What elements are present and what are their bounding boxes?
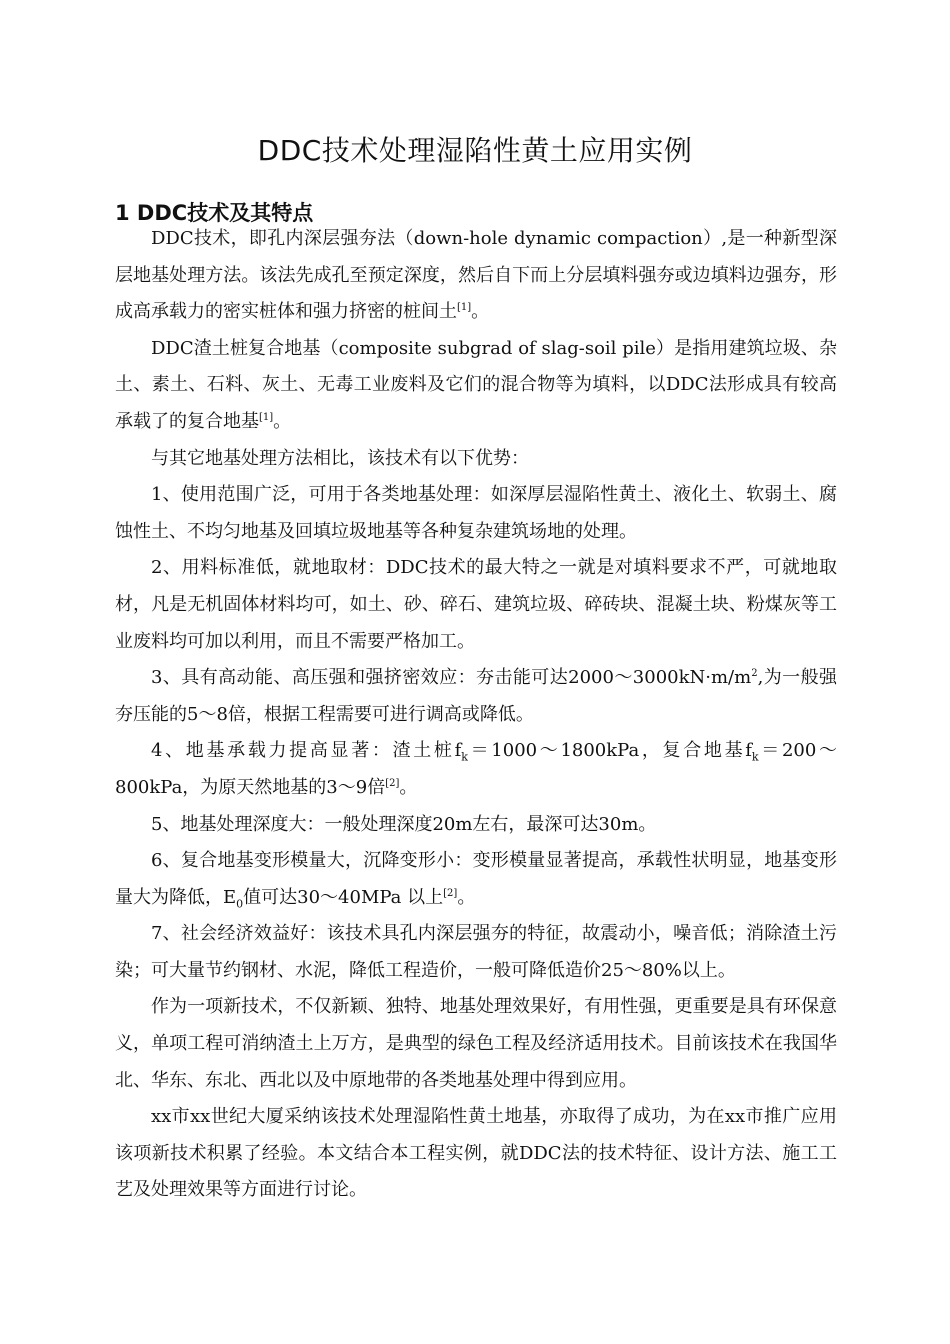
paragraph-text: 值可达30～40MPa 以上 xyxy=(243,886,444,908)
paragraph xyxy=(115,843,837,916)
document-title: DDC技术处理湿陷性黄土应用实例 xyxy=(257,134,693,167)
paragraph xyxy=(115,733,837,806)
paragraph-text: 。 xyxy=(471,301,490,323)
subscript: k xyxy=(751,750,759,764)
paragraph xyxy=(115,477,837,550)
paragraph-text: xx市xx世纪大厦采纳该技术处理湿陷性黄土地基，亦取得了成功，为在xx市推广应用该项新技术积累了经验。本文结合本工程实例，就DDC法的技术特征、设计方法、施工工艺及处理效果等方面进行讨论。 xyxy=(115,1106,837,1201)
document-body xyxy=(115,221,837,1209)
paragraph xyxy=(115,807,837,844)
paragraph xyxy=(115,989,837,1099)
paragraph-text: 作为一项新技术，不仅新颖、独特、地基处理效果好，有用性强，更重要是具有环保意义，单项工程可消纳渣土上万方，是典型的绿色工程及经济适用技术。目前该技术在我国华北、华东、东北、西北以及中原地带的各类地基处理中得到应用。 xyxy=(115,996,837,1091)
paragraph-text: 1、使用范围广泛，可用于各类地基处理：如深厚层湿陷性黄土、液化土、软弱土、腐蚀性土、不均匀地基及回填垃圾地基等各种复杂建筑场地的处理。 xyxy=(115,484,837,542)
paragraph-text: ,为一般强夯压能的5～8倍，根据工程需要可进行调高或降低。 xyxy=(115,667,837,725)
paragraph-text: 。 xyxy=(457,886,476,908)
paragraph xyxy=(115,916,837,989)
paragraph-text: 7、社会经济效益好：该技术具孔内深层强夯的特征，故震动小，噪音低；消除渣土污染；可大量节约钢材、水泥，降低工程造价，一般可降低造价25～80%以上。 xyxy=(115,923,837,981)
paragraph-text: ＝200～800kPa，为原天然地基的3～9倍 xyxy=(115,740,837,798)
subscript: 0 xyxy=(236,897,244,911)
paragraph-text: 与其它地基处理方法相比，该技术有以下优势： xyxy=(151,447,529,469)
paragraph xyxy=(115,1099,837,1209)
paragraph-text: 4、地基承载力提高显著：渣土桩f xyxy=(151,740,462,762)
subscript: k xyxy=(461,750,468,764)
paragraph xyxy=(115,660,837,733)
paragraph xyxy=(115,221,837,331)
paragraph-text: 3、具有高动能、高压强和强挤密效应：夯击能可达2000～3000kN·m/m xyxy=(151,667,752,689)
paragraph-text: 2、用料标准低，就地取材：DDC技术的最大特之一就是对填料要求不严，可就地取材，凡是无机固体材料均可，如土、砂、碎石、建筑垃圾、碎砖块、混凝土块、粉煤灰等工业废料均可加以利用，而且不需要严格加工。 xyxy=(115,557,837,652)
paragraph-text: 5、地基处理深度大：一般处理深度20m左右，最深可达30m。 xyxy=(151,813,657,835)
paragraph-text: DDC渣土桩复合地基（composite subgrad of slag-soil pile）是指用建筑垃圾、杂土、素土、石料、灰土、无毒工业废料及它们的混合物等为填料，以DDC法形成具有较高承载了的复合地基 xyxy=(115,337,837,432)
paragraph-text: 。 xyxy=(399,776,418,798)
paragraph-text: 。 xyxy=(273,410,292,432)
citation-superscript: [1] xyxy=(259,411,274,423)
paragraph-text: 6、复合地基变形模量大，沉降变形小：变形模量显著提高，承载性状明显，地基变形量大为降低，E xyxy=(115,850,837,908)
paragraph xyxy=(115,331,837,441)
citation-superscript: [2] xyxy=(443,887,458,899)
section-heading: 1 DDC技术及其特点 xyxy=(115,201,314,225)
citation-superscript: [2] xyxy=(385,777,400,789)
citation-superscript: 2 xyxy=(751,668,758,680)
paragraph xyxy=(115,550,837,660)
paragraph-text: DDC技术，即孔内深层强夯法（down-hole dynamic compaction）,是一种新型深层地基处理方法。该法先成孔至预定深度，然后自下而上分层填料强夯或边填料边强夯，形成高承载力的密实桩体和强力挤密的桩间土 xyxy=(115,228,837,323)
paragraph xyxy=(115,441,837,478)
paragraph-text: ＝1000～1800kPa，复合地基f xyxy=(467,740,752,762)
citation-superscript: [1] xyxy=(457,302,472,314)
